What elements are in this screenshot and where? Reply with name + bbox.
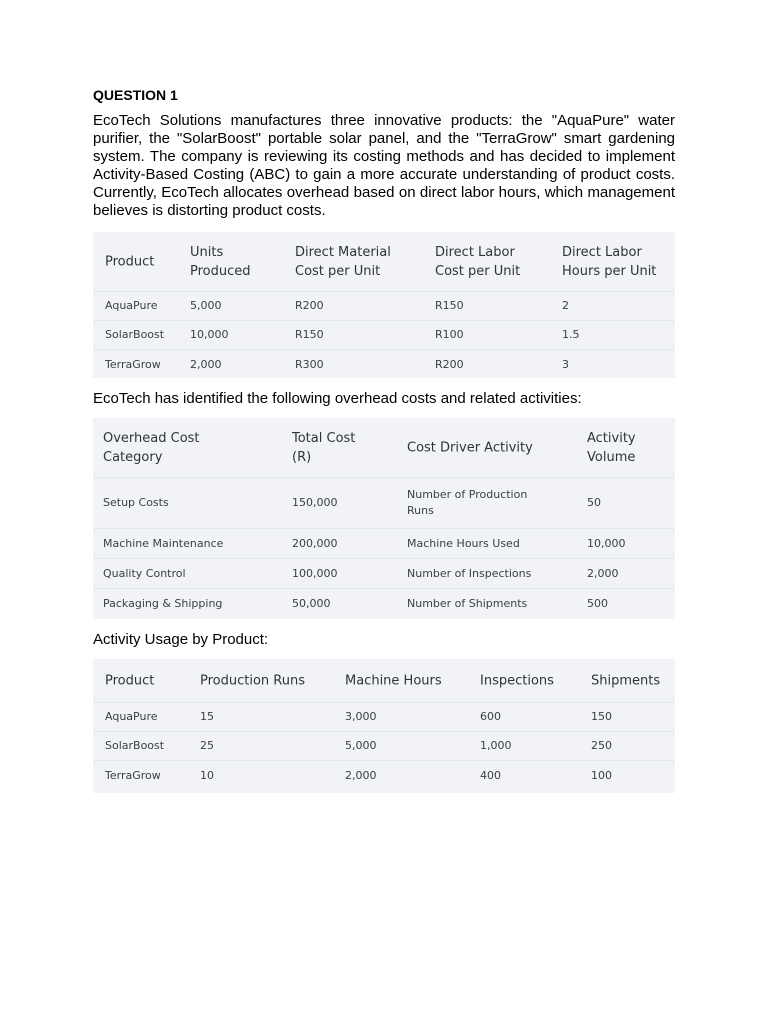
question-heading: QUESTION 1 <box>93 87 178 103</box>
table-row <box>93 321 675 350</box>
table-cell: 10,000 <box>587 536 626 550</box>
header-cell: Cost Driver Activity <box>407 440 533 455</box>
table-cell: 5,000 <box>190 299 222 312</box>
table-cell: 100 <box>591 768 612 782</box>
table-cell: 10,000 <box>190 328 229 341</box>
table-cell: R200 <box>435 357 464 371</box>
table-cell: 600 <box>480 710 501 723</box>
table-cell: R100 <box>435 328 464 341</box>
table-cell: 2,000 <box>190 357 222 371</box>
table-cell: 200,000 <box>292 536 338 550</box>
table-cell: 5,000 <box>345 739 377 752</box>
table-cell: Number of Shipments <box>407 597 528 610</box>
table-header-row <box>93 232 675 292</box>
table-header-row <box>93 659 675 703</box>
table-cell: Quality Control <box>103 566 186 580</box>
header-cell: Direct Material Cost per Unit <box>295 244 391 279</box>
table-cell: 2 <box>562 299 569 312</box>
table-row <box>93 761 675 790</box>
header-cell: Direct Labor Hours per Unit <box>562 244 657 279</box>
overhead-label: EcoTech has identified the following overhead costs and related activities: <box>93 390 582 407</box>
table-cell: AquaPure <box>105 710 158 723</box>
header-cell: Activity Volume <box>587 430 636 465</box>
table-cell: 250 <box>591 739 612 752</box>
table-row <box>93 559 675 589</box>
table-cell: 100,000 <box>292 566 338 580</box>
table-cell: TerraGrow <box>105 357 161 371</box>
table-cell: SolarBoost <box>105 328 165 341</box>
table-cell: Packaging & Shipping <box>103 597 223 610</box>
header-cell: Product <box>105 673 155 688</box>
table-cell: 400 <box>480 768 501 782</box>
table-row <box>93 350 675 379</box>
table-row <box>93 589 675 619</box>
table-cell: R150 <box>295 328 324 341</box>
table-cell: 25 <box>200 739 214 752</box>
table-cell: Number of Inspections <box>407 566 532 580</box>
header-cell: Direct Labor Cost per Unit <box>435 244 521 279</box>
table-row <box>93 292 675 321</box>
table-cell: 150 <box>591 710 612 723</box>
table-cell: R200 <box>295 299 324 312</box>
table-cell: TerraGrow <box>105 768 161 782</box>
table-row <box>93 529 675 559</box>
table-cell: 15 <box>200 710 214 723</box>
activity-usage-table <box>93 659 675 793</box>
header-cell: Shipments <box>591 673 661 688</box>
overhead-cost-table <box>93 418 675 619</box>
table-cell: 2,000 <box>345 768 377 782</box>
table-cell: 50,000 <box>292 597 331 610</box>
table-cell: 1.5 <box>562 328 580 341</box>
table-cell: Number of Production Runs <box>407 488 528 517</box>
table-cell: Setup Costs <box>103 496 169 509</box>
table-cell: SolarBoost <box>105 739 165 752</box>
header-cell: Total Cost (R) <box>292 430 356 465</box>
table-cell: R300 <box>295 357 324 371</box>
table-cell: 1,000 <box>480 739 512 752</box>
header-cell: Inspections <box>480 673 554 688</box>
intro-paragraph: EcoTech Solutions manufactures three innovative products: the "AquaPure" water purifier, the "SolarBoost" portable solar panel, and the "TerraGrow" smart gardening system. The company is reviewing its costing methods and has decided to implement Activity-Based Costing (ABC) to gain a more accurate understanding of product costs. Currently, EcoTech allocates overhead based on direct labor hours, which management believes is distorting product costs. <box>93 112 675 219</box>
header-cell: Machine Hours <box>345 673 442 688</box>
table-cell: 3,000 <box>345 710 377 723</box>
product-cost-table <box>93 232 675 378</box>
table-cell: 2,000 <box>587 566 619 580</box>
table-cell: AquaPure <box>105 299 158 312</box>
table-cell: 10 <box>200 768 214 782</box>
table-cell: R150 <box>435 299 464 312</box>
table-cell: Machine Hours Used <box>407 536 520 550</box>
table-row <box>93 478 675 529</box>
table-cell: 150,000 <box>292 496 338 509</box>
table-header-row <box>93 418 675 478</box>
table-cell: 50 <box>587 496 601 509</box>
header-cell: Product <box>105 254 155 269</box>
table-row <box>93 732 675 761</box>
table-cell: 500 <box>587 597 608 610</box>
table-row <box>93 703 675 732</box>
header-cell: Units Produced <box>190 244 251 279</box>
table-cell: Machine Maintenance <box>103 536 224 550</box>
header-cell: Overhead Cost Category <box>103 430 200 465</box>
header-cell: Production Runs <box>200 673 305 688</box>
usage-label: Activity Usage by Product: <box>93 631 269 648</box>
table-cell: 3 <box>562 357 569 371</box>
